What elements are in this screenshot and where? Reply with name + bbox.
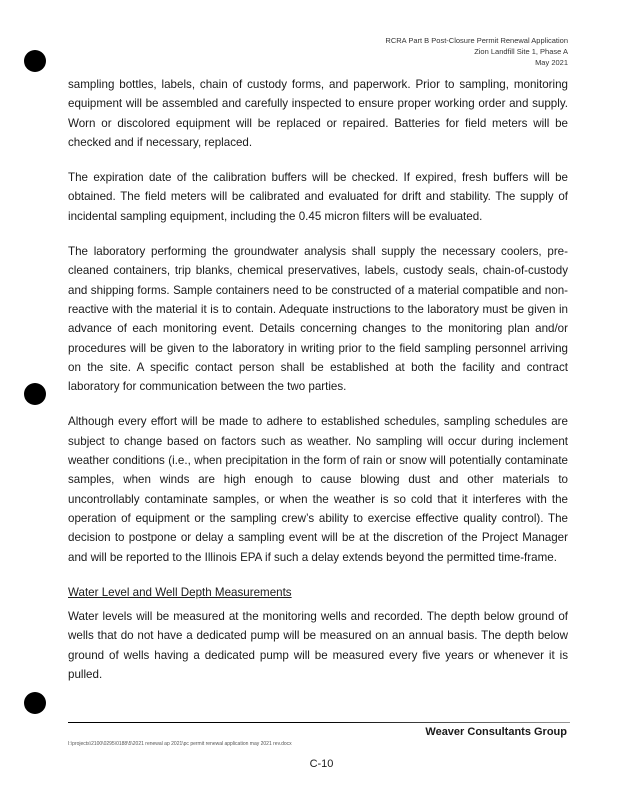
footer-rule (68, 722, 570, 723)
header-site: Zion Landfill Site 1, Phase A (474, 47, 568, 56)
document-body (68, 75, 568, 700)
binder-hole (24, 383, 46, 405)
paragraph: Water levels will be measured at the monitoring wells and recorded. The depth below ground of wells that do not have a dedicated pump will be measured on an annual basis. The depth below ground of wells having a dedicated pump will be measured every five years or whenever it is pulled. (68, 610, 568, 682)
paragraph: The laboratory performing the groundwater analysis shall supply the necessary coolers, pre-cleaned containers, trip blanks, chemical preservatives, labels, custody seals, chain-of-custody and shipping forms. Sample containers need to be constructed of a material compatible and non-reactive with the material it is to contain. Adequate instructions to the laboratory must be given in advance of each monitoring event. Details concerning changes to the monitoring plan and/or procedures will be given to the laboratory in writing prior to the field sampling personnel arriving on the site. A specific contact person shall be established at both the facility and contract laboratory for communication between the two parties. (68, 245, 568, 394)
paragraph: Although every effort will be made to adhere to established schedules, sampling schedules are subject to change based on factors such as weather. No sampling will occur during inclement weather conditions (i.e., when precipitation in the form of rain or snow will potentially contaminate samples, when winds are high enough to cause blowing dust and other materials to uncontrollably contaminate samples, or when the weather is so cold that it interferes with the operation of equipment or the sampling crew’s ability to exercise effective quality control). The decision to postpone or delay a sampling event will be at the discretion of the Project Manager and will be reported to the Illinois EPA if such a delay extends beyond the permitted time-frame. (68, 415, 568, 564)
page-number: C-10 (309, 758, 334, 770)
paragraph: The expiration date of the calibration buffers will be checked. If expired, fresh buffers will be obtained. The field meters will be calibrated and evaluated for drift and stability. The supply of incidental sampling equipment, including the 0.45 micron filters will be evaluated. (68, 171, 568, 223)
binder-hole (24, 692, 46, 714)
binder-hole (24, 50, 46, 72)
footer-firm: Weaver Consultants Group (425, 726, 567, 738)
footer-file-path: I:\projects\2100\0295\0188\5\2021 renewal ap 2021\pc permit renewal application may 2021 rev.docx (68, 741, 292, 747)
paragraph: sampling bottles, labels, chain of custody forms, and paperwork. Prior to sampling, monitoring equipment will be assembled and carefully inspected to ensure proper working order and supply. Worn or discolored equipment will be replaced or repaired. Batteries for field meters will be checked and if necessary, replaced. (68, 78, 568, 149)
header-date: May 2021 (535, 58, 568, 67)
running-header (385, 35, 568, 68)
header-title: RCRA Part B Post-Closure Permit Renewal Application (385, 36, 568, 45)
section-heading: Water Level and Well Depth Measurements (68, 585, 292, 599)
